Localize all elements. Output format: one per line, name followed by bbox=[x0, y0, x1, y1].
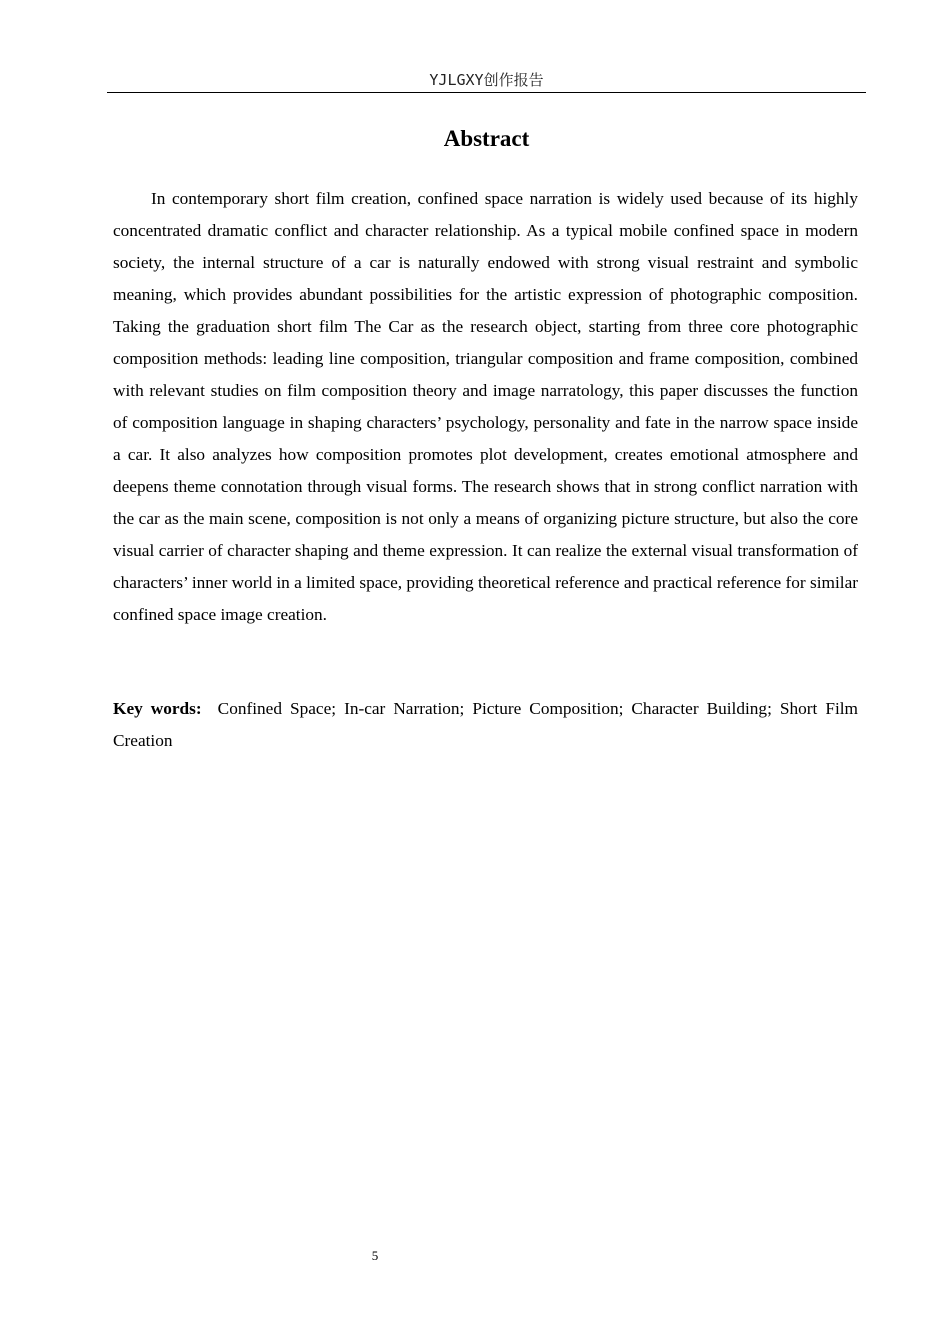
header-rule bbox=[107, 92, 866, 93]
keywords-label: Key words: bbox=[113, 699, 202, 718]
keywords-text: Confined Space; In-car Narration; Picture Composition; Character Building; Short Film Creation bbox=[113, 699, 858, 750]
page-number: 5 bbox=[371, 1248, 379, 1263]
running-header: YJLGXY创作报告 bbox=[429, 71, 544, 89]
abstract-title: Abstract bbox=[443, 126, 530, 151]
keywords-paragraph bbox=[113, 693, 858, 757]
abstract-body: In contemporary short film creation, confined space narration is widely used because of its highly concentrated dramatic conflict and character relationship. As a typical mobile confined space in modern society, the internal structure of a car is naturally endowed with strong visual restraint and symbolic meaning, which provides abundant possibilities for the artistic expression of photographic composition. Taking the graduation short film The Car as the research object, starting from three core photographic composition methods: leading line composition, triangular composition and frame composition, combined with relevant studies on film composition theory and image narratology, this paper discusses the function of composition language in shaping characters’ psychology, personality and fate in the narrow space inside a car. It also analyzes how composition promotes plot development, creates emotional atmosphere and deepens theme connotation through visual forms. The research shows that in strong conflict narration with the car as the main scene, composition is not only a means of organizing picture structure, but also the core visual carrier of character shaping and theme expression. It can realize the external visual transformation of characters’ inner world in a limited space, providing theoretical reference and practical reference for similar confined space image creation. bbox=[113, 189, 858, 624]
